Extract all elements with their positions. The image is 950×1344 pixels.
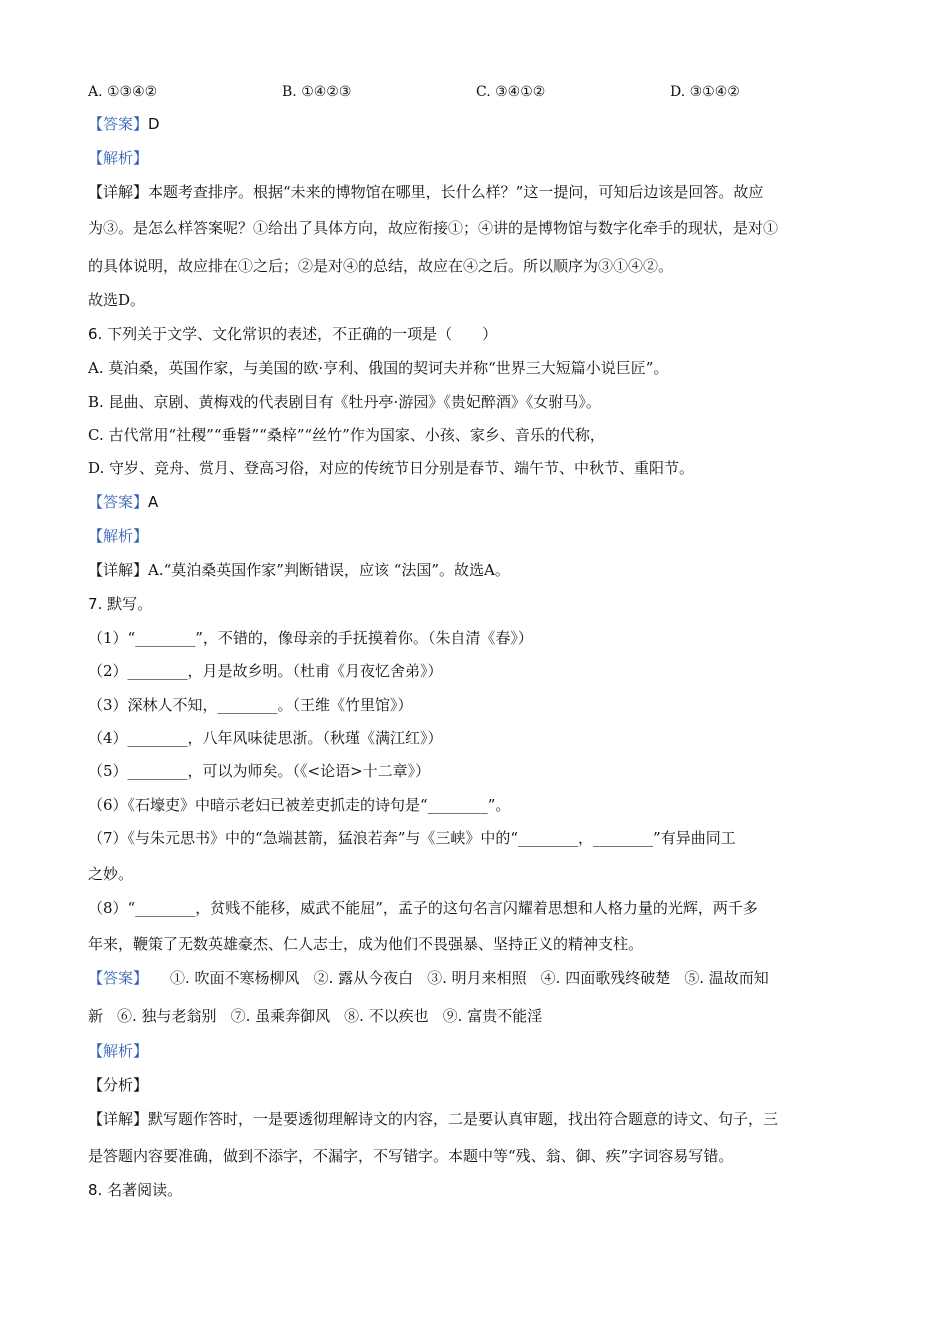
q6-stem [88, 324, 497, 344]
q5-option-b: B. ①④②③ [282, 84, 352, 100]
question-number: 6. [88, 325, 103, 343]
q7-stem [88, 594, 152, 614]
answer-8: ⑧. 不以疾也 [344, 1007, 429, 1025]
q7-item-5: （5）________，可以为师矣。（《<论语>十二章》） [88, 762, 431, 780]
q8-stem [88, 1180, 182, 1200]
q7-item-6: （6）《石壕吏》中暗示老妇已被差吏抓走的诗句是“________”。 [88, 796, 511, 814]
detail-text: 默写题作答时，一是要透彻理解诗文的内容，二是要认真审题，找出符合题意的诗文、句子，三 [148, 1110, 779, 1128]
q6-option-d: D. 守岁、竞舟、赏月、登高习俗，对应的传统节日分别是春节、端午节、中秋节、重阳节。 [88, 459, 695, 477]
q6-answer [88, 492, 158, 512]
q7-detail-line-2: 是答题内容要准确，做到不添字，不漏字，不写错字。本题中等“残、翁、御、疾”字词容易写错。 [88, 1147, 734, 1165]
detail-tag: 【详解】 [88, 561, 149, 579]
answer-tag: 【答案】 [88, 115, 149, 133]
q7-analysis-tag: 【解析】 [88, 1042, 149, 1060]
answer-value: D [148, 115, 160, 133]
q5-analysis-tag: 【解析】 [88, 149, 149, 167]
q5-detail-line-1 [88, 182, 763, 202]
answer-6: ⑥. 独与老翁别 [117, 1007, 217, 1025]
answer-5-cont: 新 [88, 1007, 104, 1025]
detail-tag: 【详解】 [88, 183, 149, 201]
q5-option-a: A. ①③④② [88, 84, 158, 100]
question-number: 7. [88, 595, 103, 613]
answer-1: ①. 吹面不寒杨柳风 [170, 969, 300, 987]
q7-item-7: （7）《与朱元思书》中的“急端甚箭，猛浪若奔”与《三峡》中的“________，________”有异曲同工 [88, 829, 736, 847]
answer-7: ⑦. 虽乘奔御风 [230, 1007, 331, 1025]
q7-fenxi-tag: 【分析】 [88, 1076, 149, 1094]
answer-tag: 【答案】 [88, 493, 149, 511]
q6-option-b: B. 昆曲、京剧、黄梅戏的代表剧目有《牡丹亭·游园》《贵妃醉酒》《女驸马》。 [88, 393, 601, 411]
q7-answer-line-2 [88, 1006, 556, 1026]
detail-text: 本题考查排序。根据“未来的博物馆在哪里，长什么样？”这一提问，可知后边该是回答。故应 [148, 183, 764, 201]
question-number: 8. [88, 1181, 103, 1199]
q6-detail [88, 560, 510, 580]
q7-item-3: （3）深林人不知，________。（王维《竹里馆》） [88, 696, 413, 714]
detail-tag: 【详解】 [88, 1110, 149, 1128]
q6-option-c: C. 古代常用“社稷”“垂髫”“桑梓”“丝竹”作为国家、小孩、家乡、音乐的代称， [88, 426, 605, 444]
q7-answer-line-1 [88, 968, 769, 988]
q6-analysis-tag: 【解析】 [88, 527, 149, 545]
answer-tag: 【答案】 [88, 969, 149, 987]
question-text: 下列关于文学、文化常识的表述，不正确的一项是（ ） [107, 325, 498, 343]
q7-item-1: （1）“________”，不错的，像母亲的手抚摸着你。（朱自清《春》） [88, 629, 533, 647]
q7-item-7-cont: 之妙。 [88, 865, 134, 883]
q7-item-8-cont: 年来，鞭策了无数英雄豪杰、仁人志士，成为他们不畏强暴、坚持正义的精神支柱。 [88, 935, 644, 953]
q7-detail-line-1 [88, 1109, 778, 1129]
q5-option-c: C. ③④①② [476, 84, 546, 100]
q5-detail-line-3: 的具体说明，故应排在①之后；②是对④的总结，故应在④之后。所以顺序为③①④②。 [88, 257, 674, 275]
q5-answer [88, 114, 160, 134]
question-text: 默写。 [107, 595, 153, 613]
answer-value: A [148, 493, 159, 511]
q7-item-4: （4）________，八年风味徒思浙。（秋瑾《满江红》） [88, 729, 443, 747]
q6-option-a: A. 莫泊桑，英国作家，与美国的欧·亨利、俄国的契诃夫并称“世界三大短篇小说巨匠”。 [88, 359, 669, 377]
answer-5: ⑤. 温故而知 [684, 969, 769, 987]
q5-conclusion: 故选D。 [88, 291, 146, 309]
detail-text: A.“莫泊桑英国作家”判断错误，应该 “法国”。故选A。 [148, 561, 510, 579]
q7-item-2: （2）________，月是故乡明。（杜甫《月夜忆舍弟》） [88, 662, 443, 680]
q7-item-8: （8）“________，贫贱不能移，威武不能屈”，孟子的这句名言闪耀着思想和人格力量的光辉，两千多 [88, 899, 758, 917]
question-text: 名著阅读。 [107, 1181, 183, 1199]
q5-option-d: D. ③①④② [670, 84, 740, 100]
answer-2: ②. 露从今夜白 [313, 969, 414, 987]
q5-detail-line-2: 为③。是怎么样答案呢？①给出了具体方向，故应衔接①；④讲的是博物馆与数字化牵手的现状，是对① [88, 219, 779, 237]
answer-9: ⑨. 富贵不能淫 [442, 1007, 543, 1025]
answer-4: ④. 四面歌残终破楚 [540, 969, 671, 987]
answer-3: ③. 明月来相照 [427, 969, 527, 987]
